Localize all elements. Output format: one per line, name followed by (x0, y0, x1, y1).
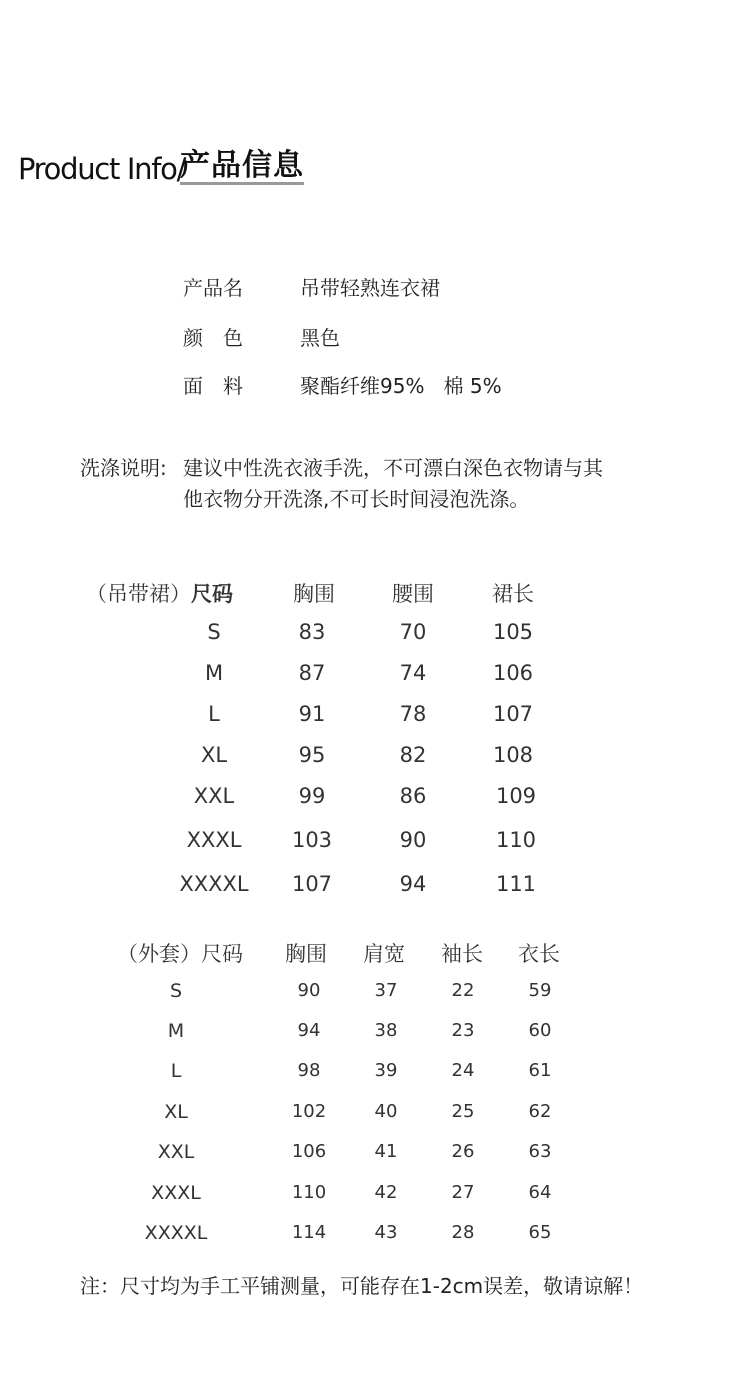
table-row-cell: 111 (495, 872, 537, 896)
table-row-cell: 107 (492, 702, 534, 726)
title-chinese: 产品信息 (180, 148, 304, 183)
dress-table-size-label: 尺码 (191, 582, 233, 606)
table-row-cell: 28 (451, 1222, 475, 1243)
measurement-note: 注：尺寸均为手工平铺测量，可能存在1-2cm误差，敬请谅解！ (80, 1274, 644, 1298)
table-row-cell: 24 (451, 1060, 475, 1081)
table-row-cell: 105 (492, 620, 534, 644)
table-row-cell: 40 (374, 1101, 398, 1122)
material-label: 面 料 (183, 374, 243, 398)
product-name-value: 吊带轻熟连衣裙 (300, 276, 440, 300)
table-row-cell: 110 (495, 828, 537, 852)
table-row-cell: 107 (291, 872, 333, 896)
table-row-size: XXXXL (144, 1222, 208, 1244)
coat-table-header: （外套）尺码 (117, 942, 243, 966)
table-row-cell: 103 (291, 828, 333, 852)
table-row-cell: 98 (297, 1060, 321, 1081)
table-row-cell: 109 (495, 784, 537, 808)
table-row-cell: 87 (298, 661, 326, 685)
dress-col-chest: 胸围 (293, 582, 335, 606)
title-english: Product Info/ (18, 152, 186, 186)
table-row-size: XL (200, 743, 228, 767)
coat-col-chest: 胸围 (285, 942, 327, 966)
table-row-cell: 39 (374, 1060, 398, 1081)
table-row-size: XL (164, 1101, 188, 1123)
table-row-cell: 42 (374, 1182, 398, 1203)
dress-table-prefix: （吊带裙） (86, 582, 191, 606)
table-row-cell: 102 (291, 1101, 327, 1122)
table-row-cell: 27 (451, 1182, 475, 1203)
table-row-cell: 62 (528, 1101, 552, 1122)
dress-col-waist: 腰围 (392, 582, 434, 606)
coat-col-shoulder: 肩宽 (363, 942, 405, 966)
coat-col-length: 衣长 (518, 942, 560, 966)
table-row-cell: 78 (399, 702, 427, 726)
table-row-cell: 95 (298, 743, 326, 767)
table-row-size: L (170, 1060, 182, 1082)
table-row-cell: 23 (451, 1020, 475, 1041)
table-row-cell: 94 (399, 872, 427, 896)
table-row-cell: 86 (399, 784, 427, 808)
table-row-cell: 43 (374, 1222, 398, 1243)
material-value: 聚酯纤维95% 棉 5% (300, 374, 502, 398)
color-value: 黑色 (300, 326, 340, 350)
table-row-cell: 91 (298, 702, 326, 726)
coat-col-sleeve: 袖长 (441, 942, 483, 966)
table-row-cell: 26 (451, 1141, 475, 1162)
table-row-cell: 90 (297, 980, 321, 1001)
table-row-cell: 38 (374, 1020, 398, 1041)
product-name-label: 产品名 (183, 276, 243, 300)
table-row-size: M (204, 661, 224, 685)
table-row-cell: 22 (451, 980, 475, 1001)
table-row-cell: 106 (291, 1141, 327, 1162)
table-row-size: XXL (193, 784, 235, 808)
table-row-cell: 60 (528, 1020, 552, 1041)
table-row-cell: 94 (297, 1020, 321, 1041)
table-row-cell: 61 (528, 1060, 552, 1081)
table-row-cell: 106 (492, 661, 534, 685)
table-row-cell: 64 (528, 1182, 552, 1203)
table-row-cell: 63 (528, 1141, 552, 1162)
table-row-size: XXXL (151, 1182, 201, 1204)
wash-label: 洗涤说明: (80, 456, 167, 480)
table-row-cell: 65 (528, 1222, 552, 1243)
color-label: 颜 色 (183, 326, 243, 350)
table-row-size: L (208, 702, 220, 726)
table-row-size: XXXXL (179, 872, 249, 896)
table-row-cell: 70 (399, 620, 427, 644)
table-row-cell: 74 (399, 661, 427, 685)
dress-table-header (86, 578, 233, 608)
table-row-cell: 41 (374, 1141, 398, 1162)
table-row-size: XXXL (186, 828, 242, 852)
table-row-cell: 108 (492, 743, 534, 767)
table-row-size: S (207, 620, 221, 644)
table-row-size: M (167, 1020, 185, 1042)
table-row-size: S (169, 980, 183, 1002)
wash-text-line-2: 他衣物分开洗涤,不可长时间浸泡洗涤。 (183, 487, 530, 511)
wash-text-line-1: 建议中性洗衣液手洗，不可漂白深色衣物请与其 (183, 456, 603, 480)
table-row-cell: 82 (399, 743, 427, 767)
table-row-cell: 114 (291, 1222, 327, 1243)
table-row-cell: 83 (298, 620, 326, 644)
table-row-cell: 99 (298, 784, 326, 808)
dress-col-length: 裙长 (492, 582, 534, 606)
table-row-cell: 110 (291, 1182, 327, 1203)
table-row-cell: 59 (528, 980, 552, 1001)
table-row-cell: 90 (399, 828, 427, 852)
table-row-cell: 37 (374, 980, 398, 1001)
table-row-size: XXL (157, 1141, 195, 1163)
table-row-cell: 25 (451, 1101, 475, 1122)
